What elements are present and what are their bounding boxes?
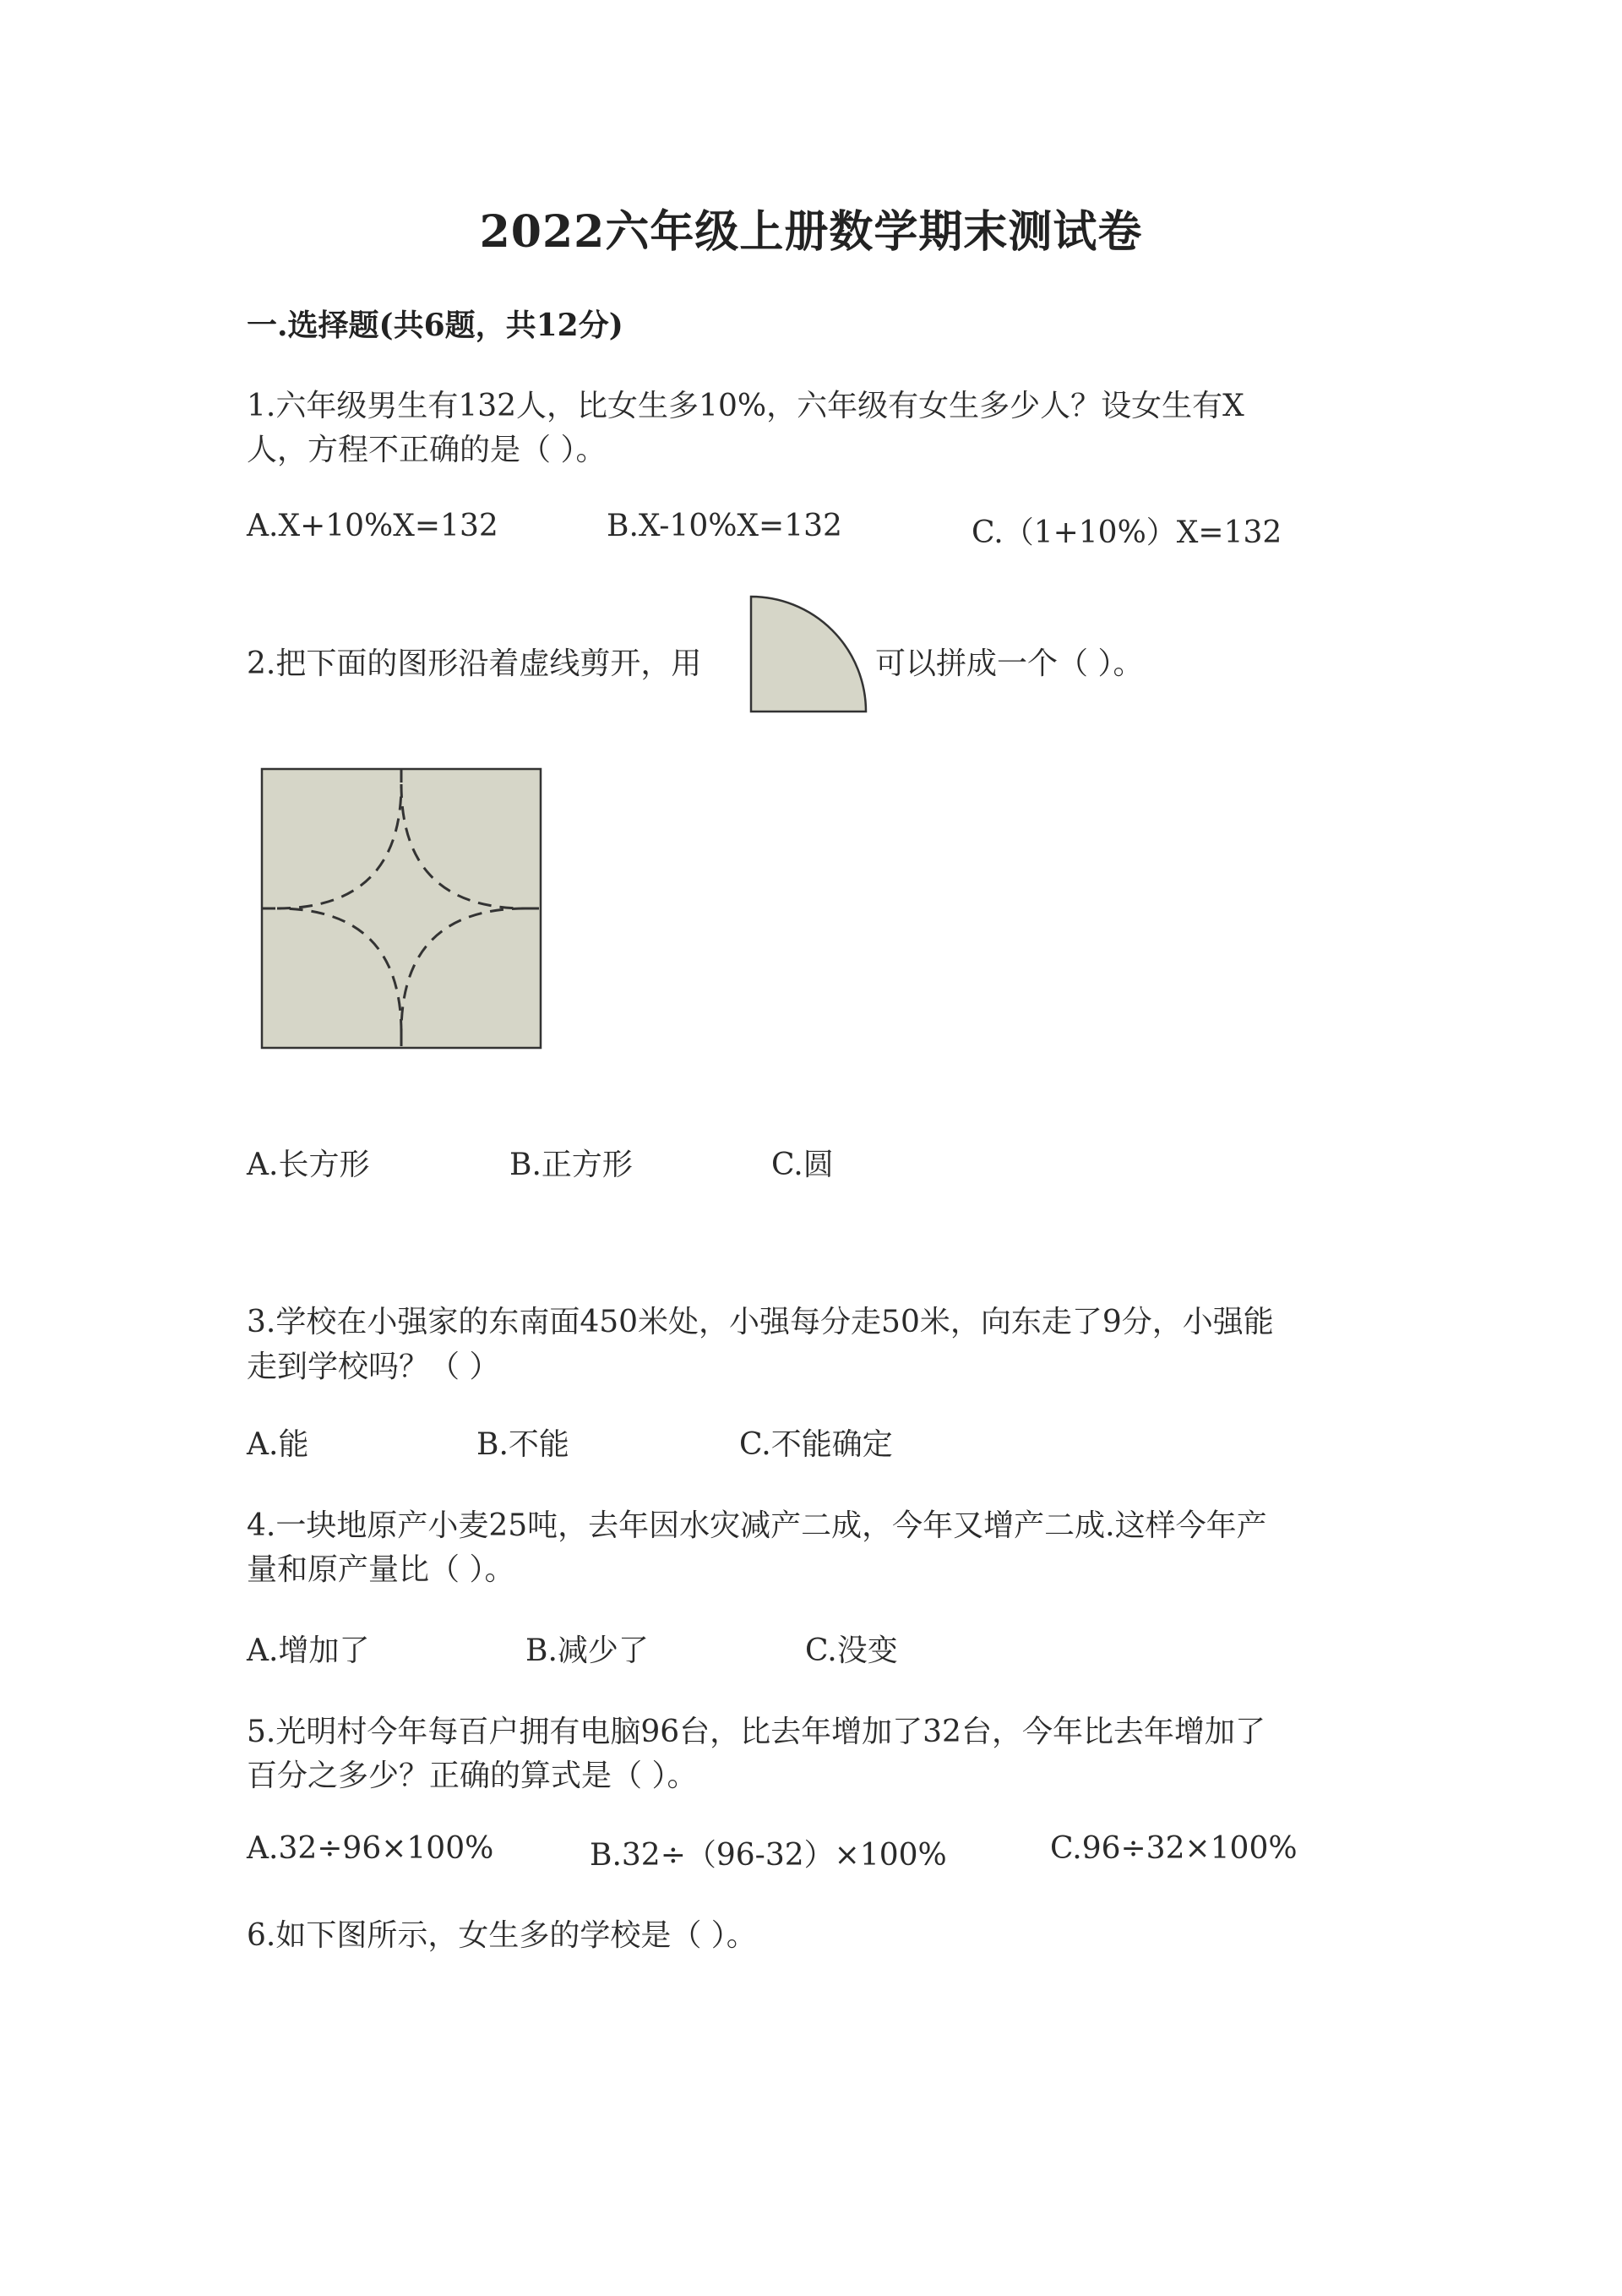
question-2-option-a: A.长方形	[247, 1148, 370, 1182]
question-5-line-2: 百分之多少？正确的算式是（ ）。	[247, 1759, 698, 1793]
question-5-option-a: A.32÷96×100%	[247, 1831, 494, 1866]
question-6-line-1: 6.如下图所示，女生多的学校是（ ）。	[247, 1918, 757, 1953]
question-2-option-c: C.圆	[771, 1148, 834, 1182]
question-2-text-after: 可以拼成一个（ ）。	[875, 646, 1144, 681]
question-4-option-a: A.增加了	[247, 1633, 370, 1668]
question-1-option-a: A.X+10%X=132	[247, 509, 498, 543]
page-title: 2022六年级上册数学期末测试卷	[479, 206, 1143, 258]
question-4-line-2: 量和原产量比（ ）。	[247, 1552, 515, 1587]
question-3-line-1: 3.学校在小强家的东南面450米处，小强每分走50米，向东走了9分，小强能	[247, 1305, 1274, 1339]
question-1-option-b: B.X-10%X=132	[607, 509, 842, 543]
question-3-option-c: C.不能确定	[739, 1427, 893, 1462]
question-3-option-a: A.能	[247, 1427, 309, 1462]
question-4-option-c: C.没变	[805, 1633, 898, 1668]
question-4-line-1: 4.一块地原产小麦25吨，去年因水灾减产二成，今年又增产二成.这样今年产	[247, 1508, 1267, 1543]
question-2-text-before: 2.把下面的图形沿着虚线剪开，用	[247, 646, 702, 681]
question-3-line-2: 走到学校吗？（ ）	[247, 1350, 500, 1384]
section-heading: 一.选择题(共6题，共12分)	[247, 308, 623, 343]
question-5-line-1: 5.光明村今年每百户拥有电脑96台，比去年增加了32台，今年比去年增加了	[247, 1715, 1265, 1749]
quarter-circle-figure	[748, 594, 871, 714]
question-1-option-c: C.（1+10%）X=132	[972, 515, 1282, 550]
question-2-option-b: B.正方形	[509, 1148, 633, 1182]
question-5-option-b: B.32÷（96-32）×100%	[590, 1838, 947, 1873]
question-5-option-c: C.96÷32×100%	[1050, 1831, 1298, 1866]
question-3-option-b: B.不能	[476, 1427, 569, 1462]
square-cut-figure	[260, 767, 542, 1050]
question-1-line-1: 1.六年级男生有132人，比女生多10%，六年级有女生多少人？设女生有X	[247, 389, 1244, 423]
question-4-option-b: B.减少了	[525, 1633, 649, 1668]
question-1-line-2: 人，方程不正确的是（ ）。	[247, 433, 607, 467]
